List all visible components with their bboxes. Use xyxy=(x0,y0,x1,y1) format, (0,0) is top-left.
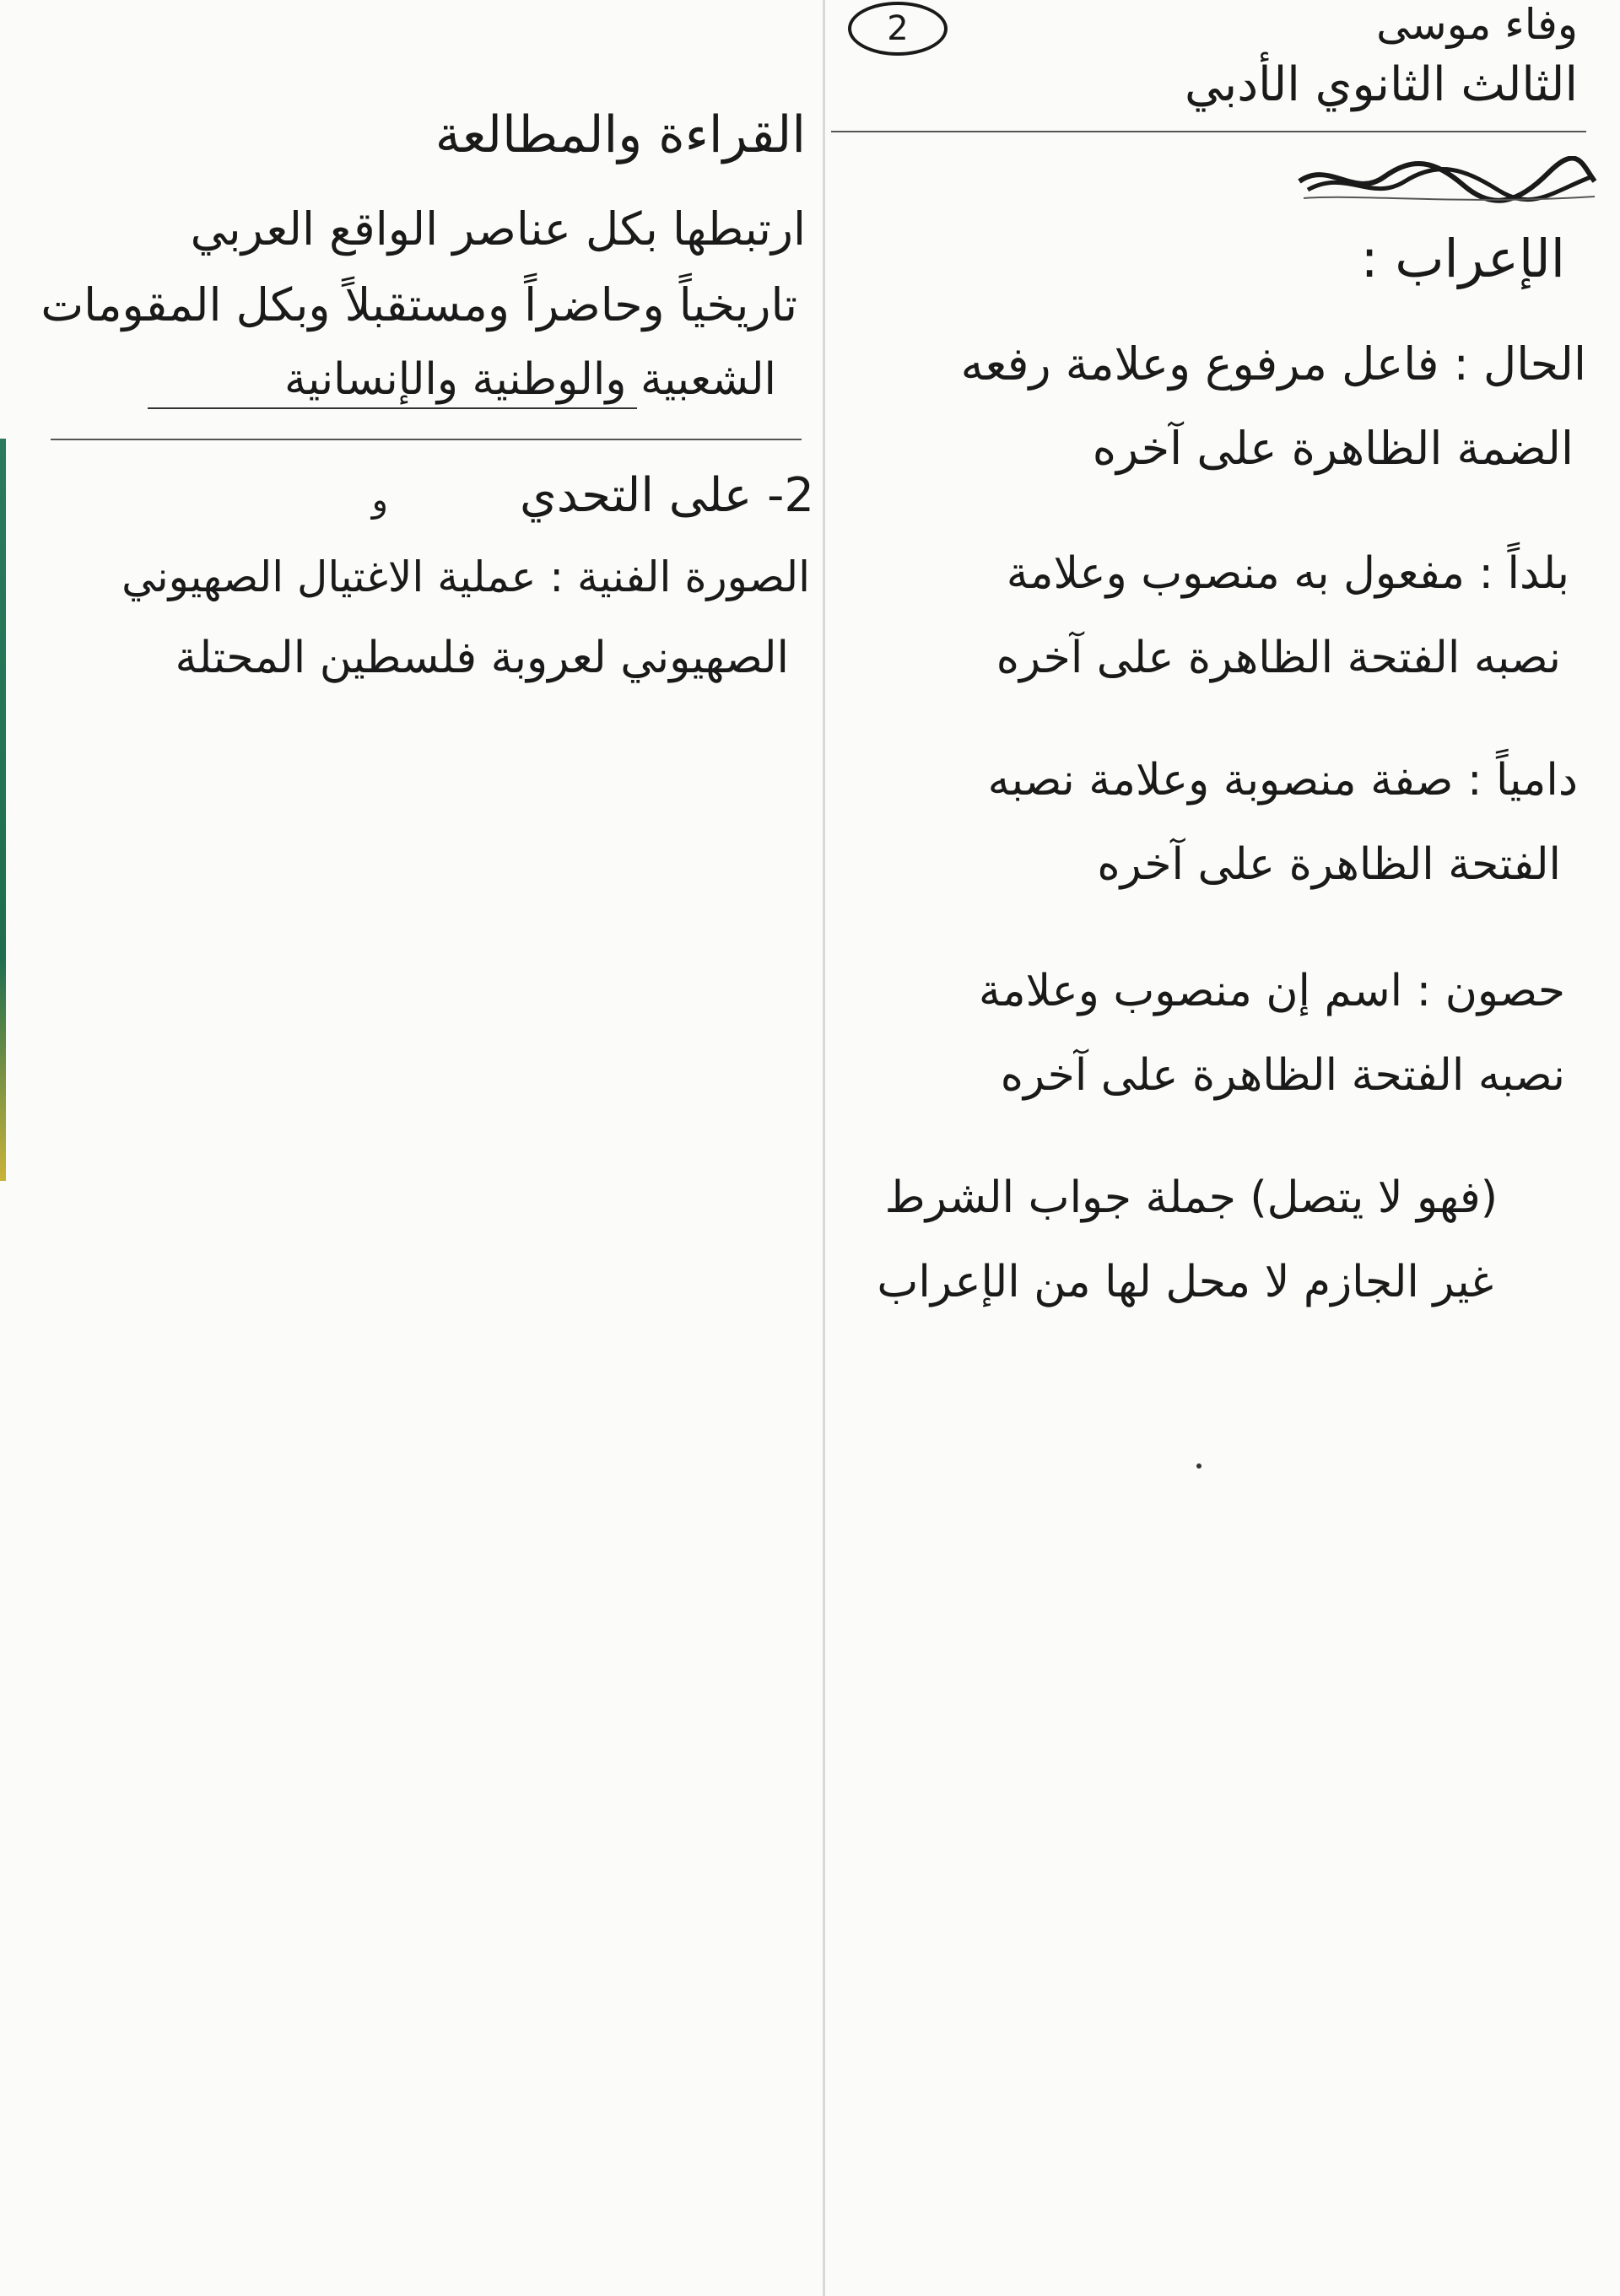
answer-2: 2- على التحدي xyxy=(520,468,814,523)
student-name: وفاء موسى xyxy=(1376,0,1578,49)
answer-2-mark: و xyxy=(371,481,388,520)
reading-line-1: ارتبطها بكل عناصر الواقع العربي xyxy=(190,202,806,256)
i3rab-item-5-line1: (فهو لا يتصل) جملة جواب الشرط xyxy=(884,1172,1498,1223)
page-number: 2 xyxy=(887,9,909,48)
reading-line-2: تاريخياً وحاضراً ومستقبلاً وبكل المقومات xyxy=(40,278,797,331)
i3rab-item-5-line2: غير الجازم لا محل لها من الإعراب xyxy=(877,1257,1493,1307)
reading-line-3: الشعبية والوطنية والإنسانية xyxy=(284,354,776,405)
i3rab-item-4-line1: حصون : اسم إن منصوب وعلامة xyxy=(978,966,1565,1016)
column-fold-line xyxy=(823,0,825,2296)
i3rab-item-2-line2: نصبه الفتحة الظاهرة على آخره xyxy=(996,633,1561,683)
image-line-1: الصورة الفنية : عملية الاغتيال الصهيوني xyxy=(122,552,810,601)
i3rab-item-1-line2: الضمة الظاهرة على آخره xyxy=(1092,422,1574,475)
reading-title: القراءة والمطالعة xyxy=(435,105,806,164)
i3rab-item-3-line2: الفتحة الظاهرة على آخره xyxy=(1097,839,1561,890)
crossed-heading-text xyxy=(1340,143,1426,177)
page-number-circle xyxy=(848,2,948,56)
i3rab-item-1-line1: الحال : فاعل مرفوع وعلامة رفعه xyxy=(960,337,1586,391)
i3rab-item-4-line2: نصبه الفتحة الظاهرة على آخره xyxy=(1000,1050,1565,1101)
i3rab-item-3-line1: دامياً : صفة منصوبة وعلامة نصبه xyxy=(987,755,1578,806)
ink-dot xyxy=(1196,1463,1202,1469)
image-line-2: الصهيوني لعروبة فلسطين المحتلة xyxy=(175,633,789,683)
i3rab-title: الإعراب : xyxy=(1360,228,1565,289)
i3rab-item-2-line1: بلداً : مفعول به منصوب وعلامة xyxy=(1006,548,1569,599)
paragraph-underline xyxy=(148,407,637,409)
page-edge-strip xyxy=(0,439,6,1181)
header-rule xyxy=(831,131,1586,132)
section-rule xyxy=(51,439,802,440)
grade-label: الثالث الثانوي الأدبي xyxy=(1184,57,1578,112)
